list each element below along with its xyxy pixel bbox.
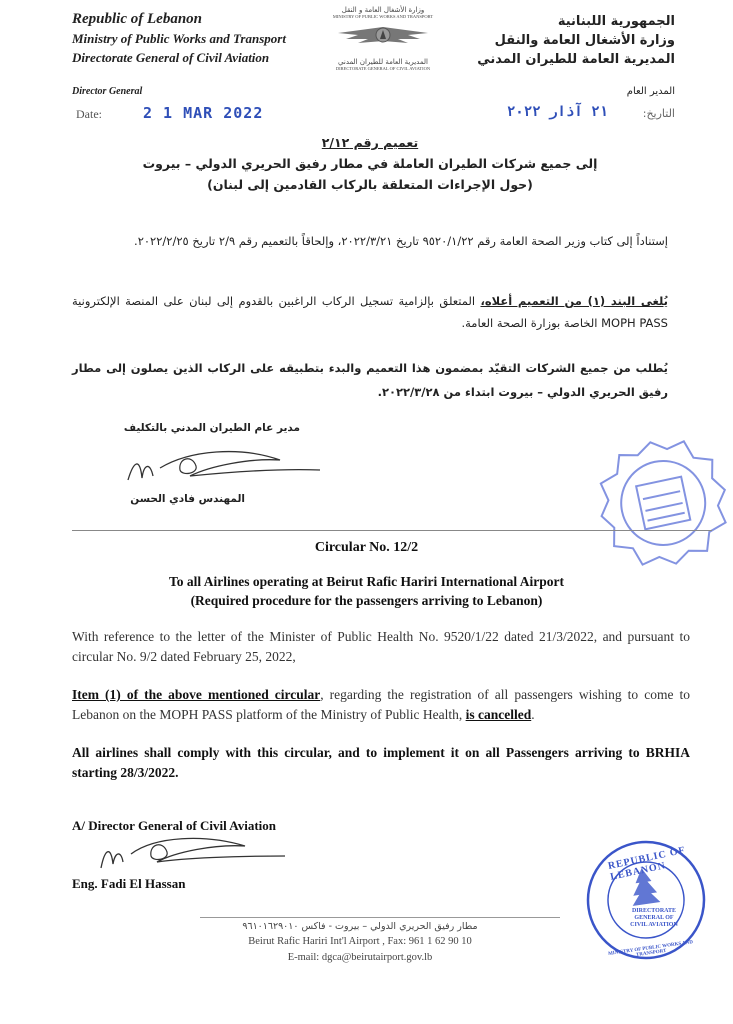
stamp-center-line-2: GENERAL OF bbox=[634, 915, 674, 921]
wings-emblem-icon bbox=[328, 19, 438, 53]
director-general-ar: المدير العام bbox=[626, 86, 675, 97]
english-paragraph-1: With reference to the letter of the Minister of Public Health No. 9520/1/22 dated 21/3/2022, and pursuant to circular No. 9/2 dated February 25, 2022, bbox=[72, 629, 690, 664]
english-p2-mid: , regarding the registration of all passengers wishing to come to Lebanon on the MOPH PASS platform of the Ministry of Public Health, bbox=[72, 687, 690, 722]
english-title: Circular No. 12/2 bbox=[314, 540, 419, 555]
english-p2-is-cancelled: is cancelled bbox=[465, 707, 532, 722]
header-republic: Republic of Lebanon bbox=[72, 11, 202, 27]
stamp-center-line-3: CIVIL AVIATION bbox=[630, 922, 678, 928]
footer-divider bbox=[200, 917, 560, 918]
arabic-subtitle-2: (حول الإجراءات المتعلقة بالركاب القادمين إلى لبنان) bbox=[207, 177, 533, 192]
english-paragraph-3: All airlines shall comply with this circular, and to implement it on all Passengers arriving to BRHIA starting 28/3/2022. bbox=[72, 745, 690, 780]
footer-address: Beirut Rafic Hariri Int'l Airport , Fax: 961 1 62 90 10 bbox=[248, 936, 472, 947]
header-arabic bbox=[477, 12, 675, 69]
header-ar-ministry: وزارة الأشغال العامة والنقل bbox=[494, 33, 675, 48]
english-subtitle-2: (Required procedure for the passengers arriving to Lebanon) bbox=[190, 593, 543, 608]
arabic-signature-name: المهندس فادي الحسن bbox=[130, 493, 245, 505]
arabic-signature-title: مدير عام الطيران المدني بالتكليف bbox=[123, 422, 300, 434]
logo-top-ar: وزارة الأشغال العامة و النقل bbox=[341, 6, 425, 14]
stamp-center-text bbox=[622, 908, 686, 929]
arabic-heading bbox=[72, 132, 668, 195]
logo-bottom-ar: المديرية العامة للطيران المدني bbox=[338, 58, 428, 66]
header-ar-republic: الجمهورية اللبنانية bbox=[557, 14, 675, 29]
date-label-en: Date: bbox=[76, 107, 102, 121]
arabic-subtitle-1: إلى جميع شركات الطيران العاملة في مطار رفيق الحريري الدولي – بيروت bbox=[142, 156, 598, 171]
english-signature-name: Eng. Fadi El Hassan bbox=[72, 876, 186, 891]
logo-bottom-en: DIRECTORATE GENERAL OF CIVIL AVIATION bbox=[335, 66, 431, 71]
director-general-en: Director General bbox=[72, 86, 143, 97]
english-signature-title: A/ Director General of Civil Aviation bbox=[72, 818, 276, 833]
arabic-title: تعميم رقم ٢/١٢ bbox=[321, 135, 419, 150]
date-label-ar: التاريخ: bbox=[642, 107, 675, 120]
section-divider bbox=[72, 530, 712, 531]
footer-arabic: مطار رفيق الحريري الدولي – بيروت - فاكس ٩٦١٠١٦٢٩٠١٠ bbox=[242, 921, 478, 932]
arabic-paragraph-1: إستناداً إلى كتاب وزير الصحة العامة رقم ٩٥٢٠/١/٢٢ تاريخ ٢٠٢٢/٣/٢١، وإلحاقاً بالتعميم رقم ٢/٩ تاريخ ٢٠٢٢/٢/٢٥. bbox=[134, 234, 668, 248]
english-signature-icon bbox=[95, 830, 295, 880]
arabic-paragraph-3: يُطلب من جميع الشركات التقيّد بمضمون هذا التعميم والبدء بتطبيقه على الركاب الذين يصلون إلى مطار رفيق الحريري الدولي – بيروت ابتداء من ٢٠٢٢/٣/٢٨. bbox=[72, 361, 668, 399]
arabic-signature-icon bbox=[120, 440, 330, 495]
english-p2-end: . bbox=[531, 707, 535, 722]
date-value-ar: ٢١ آذار ٢٠٢٢ bbox=[506, 104, 608, 120]
footer-email: E-mail: dgca@beirutairport.gov.lb bbox=[287, 952, 433, 963]
english-paragraph-2 bbox=[72, 685, 690, 725]
english-subtitle-1: To all Airlines operating at Beirut Rafic Hariri International Airport bbox=[168, 574, 565, 589]
arabic-paragraph-2 bbox=[72, 290, 668, 334]
logo-top-en: MINISTRY OF PUBLIC WORKS AND TRANSPORT bbox=[332, 14, 434, 19]
stamp-ring-bottom-text: MINISTRY OF PUBLIC WORKS AND TRANSPORT bbox=[607, 940, 694, 959]
header-ministry: Ministry of Public Works and Transport bbox=[72, 31, 286, 46]
ministry-logo bbox=[318, 6, 448, 71]
header-english bbox=[72, 10, 286, 67]
arabic-p2-rest: المتعلق بإلزامية تسجيل الركاب الراغبين بالقدوم إلى لبنان على المنصة الإلكترونية MOPH PASS الخاصة بوزارة الصحة العامة. bbox=[72, 294, 668, 330]
stamp-ring-text: REPUBLIC OF LEBANON bbox=[607, 844, 687, 883]
header-directorate: Directorate General of Civil Aviation bbox=[72, 50, 270, 65]
arabic-p2-bold: يُلغى البند (١) من التعميم أعلاه، bbox=[480, 294, 668, 308]
header-ar-directorate: المديرية العامة للطيران المدني bbox=[477, 52, 675, 67]
stamp-center-line-1: DIRECTORATE bbox=[631, 908, 677, 914]
english-p2-cancelled-item: Item (1) of the above mentioned circular bbox=[72, 687, 321, 702]
date-value-en: 2 1 MAR 2022 bbox=[143, 104, 264, 122]
english-subtitle bbox=[0, 572, 733, 610]
